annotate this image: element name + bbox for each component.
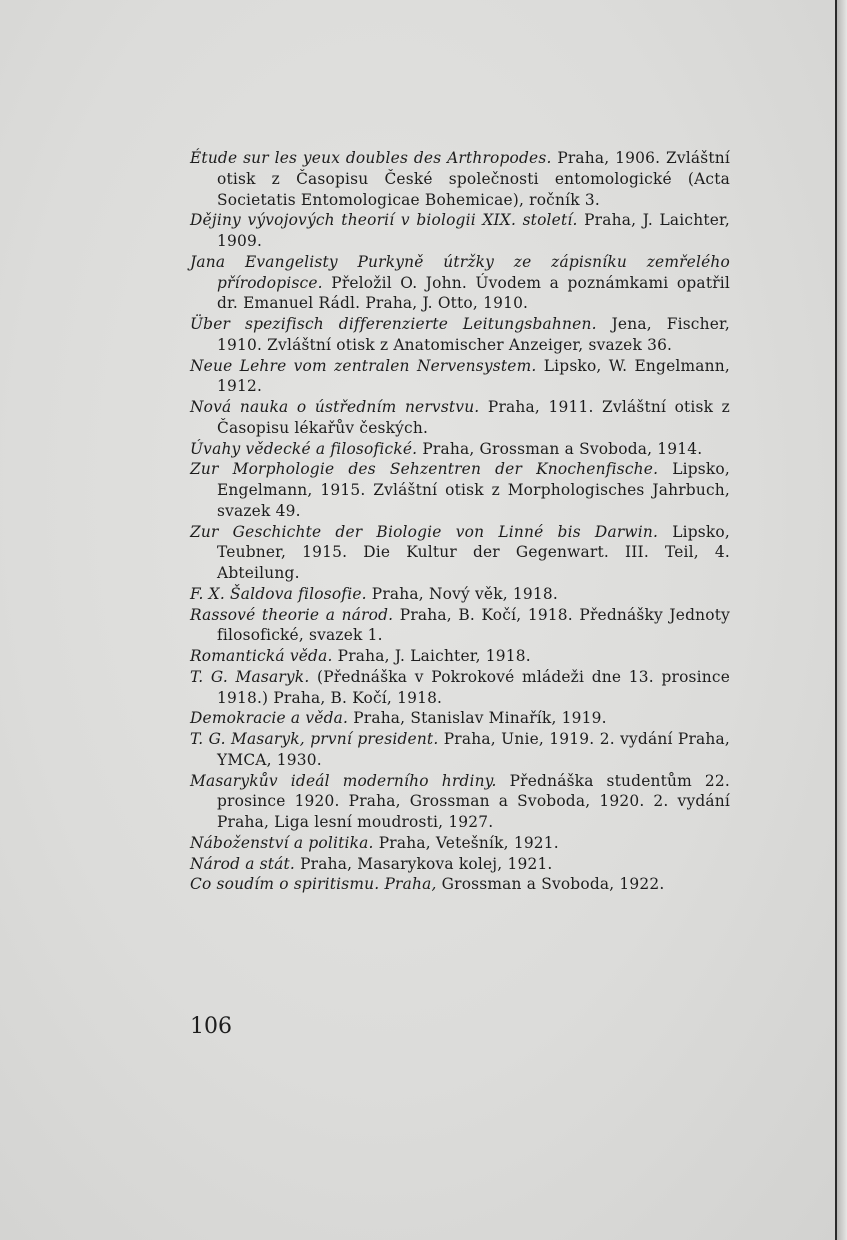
entry-details: Praha, B. Kočí, 1918. Přednášky Jednoty filosofické, svazek 1. (217, 605, 731, 645)
bibliography-entry (190, 584, 730, 605)
bibliography-entry (190, 646, 730, 667)
entry-details: (Přednáška v Pokrokové mládeži dne 13. prosince 1918.) Praha, B. Kočí, 1918. (217, 667, 730, 707)
bibliography-entry (190, 605, 730, 647)
entry-title: T. G. Masaryk, první president. (190, 730, 439, 748)
entry-details: Praha, Vetešník, 1921. (373, 833, 559, 852)
entry-details: Praha, Unie, 1919. 2. vydání Praha, YMCA, 1930. (217, 730, 730, 769)
bibliography-entry (190, 397, 730, 439)
entry-details: Přednáška studentům 22. prosince 1920. Praha, Grossman a Svoboda, 1920. 2. vydání Praha, Liga lesní moudrosti, 1927. (217, 771, 730, 831)
entry-details: Jena, Fischer, 1910. Zvláštní otisk z Anatomischer Anzeiger, svazek 36. (217, 315, 730, 354)
bibliography-entry (190, 729, 730, 771)
bibliography-entry (190, 874, 730, 895)
bibliography-entry (190, 854, 730, 875)
entry-details: Praha, 1911. Zvláštní otisk z Časopisu lékařův českých. (217, 398, 730, 437)
bibliography-entry (190, 667, 730, 709)
entry-details: Lipsko, Engelmann, 1915. Zvláštní otisk z Morphologisches Jahrbuch, svazek 49. (217, 460, 730, 520)
entry-details: Praha, 1906. Zvláštní otisk z Časopisu České společnosti entomologické (Acta Societatis Entomologicae Bohemicae), ročník 3. (217, 149, 730, 209)
entry-title: Zur Morphologie des Sehzentren der Knochenfische. (190, 460, 659, 479)
bibliography-entry (190, 148, 730, 210)
entry-details: Přeložil O. John. Úvodem a poznámkami opatřil dr. Emanuel Rádl. Praha, J. Otto, 1910. (217, 273, 730, 313)
entry-details: Lipsko, W. Engelmann, 1912. (217, 356, 731, 396)
entry-details: Praha, Masarykova kolej, 1921. (295, 854, 553, 873)
entry-details: Praha, Grossman a Svoboda, 1914. (417, 439, 703, 458)
entry-details: Praha, Stanislav Minařík, 1919. (348, 709, 607, 728)
entry-title: Náboženství a politika. (190, 833, 374, 852)
bibliography-entry (190, 252, 730, 314)
entry-title: Demokracie a věda. (190, 709, 349, 728)
entry-title: Neue Lehre vom zentralen Nervensystem. (190, 356, 537, 375)
entry-title: Romantická věda. (190, 647, 333, 665)
bibliography-entry (190, 771, 730, 833)
entry-title: Národ a stát. (190, 854, 296, 873)
page-edge-shadow (837, 0, 847, 1240)
entry-title: T. G. Masaryk. (190, 667, 310, 686)
entry-details: Praha, J. Laichter, 1909. (217, 211, 730, 250)
entry-details: Lipsko, Teubner, 1915. Die Kultur der Gegenwart. III. Teil, 4. Abteilung. (217, 522, 730, 582)
entry-details: Praha, J. Laichter, 1918. (332, 647, 531, 665)
entry-title: F. X. Šaldova filosofie. (190, 584, 367, 603)
entry-title: Úvahy vědecké a filosofické. (190, 439, 418, 458)
entry-title: Étude sur les yeux doubles des Arthropodes. (190, 149, 552, 167)
bibliography-list (190, 148, 730, 895)
bibliography-entry (190, 833, 730, 854)
entry-title: Dějiny vývojových theorií v biologii XIX. století. (190, 211, 578, 230)
bibliography-entry (190, 356, 730, 398)
bibliography-entry (190, 439, 730, 460)
entry-title: Jana Evangelisty Purkyně útržky ze zápisníku zemřelého přírodopisce. (190, 252, 730, 292)
bibliography-entry (190, 708, 730, 729)
entry-details: Praha, Nový věk, 1918. (366, 584, 558, 603)
entry-title: Zur Geschichte der Biologie von Linné bis Darwin. (190, 522, 659, 541)
entry-title: Masarykův ideál moderního hrdiny. (190, 771, 497, 790)
page-number: 106 (190, 1014, 232, 1039)
entry-details: Grossman a Svoboda, 1922. (436, 875, 665, 894)
entry-title: Über spezifisch differenzierte Leitungsbahnen. (190, 315, 597, 333)
entry-title: Co soudím o spiritismu. Praha, (190, 875, 437, 894)
entry-title: Nová nauka o ústředním nervstvu. (190, 398, 480, 416)
bibliography-entry (190, 314, 730, 356)
entry-title: Rassové theorie a národ. (190, 605, 394, 624)
bibliography-entry (190, 210, 730, 252)
bibliography-entry (190, 459, 730, 521)
bibliography-entry (190, 522, 730, 584)
